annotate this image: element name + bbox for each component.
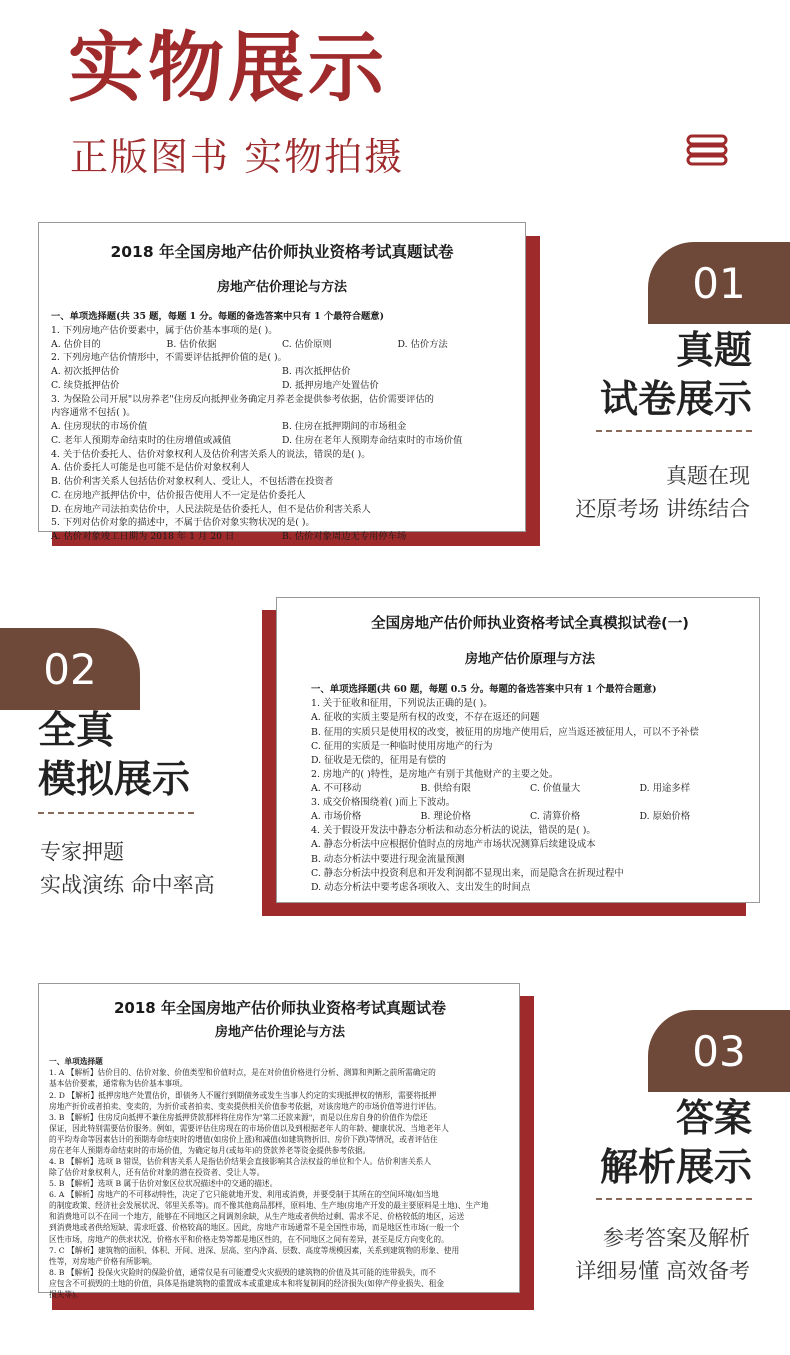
doc1-q1-options — [51, 338, 513, 352]
option: A. 估价对象竣工日期为 2018 年 1 月 20 日 — [51, 531, 235, 543]
divider — [38, 812, 194, 814]
answer-line: 6. A 【解析】房地产的不可移动特性，决定了它只能就地开发、利用或消费，并要受制于其所在的空间环境(如当地 — [49, 1190, 439, 1200]
doc3-title: 2018 年全国房地产估价师执业资格考试真题试卷 — [114, 999, 446, 1017]
option: D. 用途多样 — [639, 783, 691, 795]
option: A. 估价委托人可能是也可能不是估价对象权利人 — [51, 462, 250, 474]
option: B. 征用的实质只是使用权的改变，被征用的房地产使用后，应当返还被征用人，可以不予补偿 — [311, 726, 699, 738]
option: B. 住房在抵押期间的市场租金 — [282, 421, 407, 433]
section-description — [575, 460, 750, 525]
option: C. 在房地产抵押估价中，估价报告使用人不一定是估价委托人 — [51, 489, 306, 501]
doc2-question-4: 4. 关于假设开发法中静态分析法和动态分析法的说法，错误的是( )。 — [311, 825, 596, 837]
answer-line: 应包含不可损毁的土地的价值，具体是指建筑物的重置成本或重建成本和将复制间的经济损失(如停产停业损失、租金 — [49, 1278, 445, 1288]
option: C. 续贷抵押估价 — [51, 379, 120, 391]
answer-line: 性等，对房地产价格有所影响。 — [49, 1256, 157, 1266]
option: D. 征收是无偿的，征用是有偿的 — [311, 754, 447, 766]
option: C. 价值量大 — [530, 783, 581, 795]
doc1-subtitle: 房地产估价理论与方法 — [216, 279, 347, 295]
answer-line: 7. C 【解析】建筑物的面积、体积、开间、进深、层高、室内净高、层数、高度等规模因素，关系到建筑物的形象、使用 — [49, 1245, 460, 1255]
doc1-question-3-cont: 内容通常不包括( )。 — [51, 407, 136, 419]
option: A. 初次抵押估价 — [51, 366, 120, 378]
section-title — [600, 1094, 752, 1193]
option: A. 住房现状的市场价值 — [51, 421, 148, 433]
section-title-line: 试卷展示 — [599, 377, 752, 422]
doc1-question-3: 3. 为保险公司开展"以房养老"住房反向抵押业务确定月养老金提供参考依据，估价需要评估的 — [51, 393, 434, 405]
option: A. 征收的实质主要是所有权的改变，不存在返还的问题 — [311, 712, 540, 724]
doc1-q3-options — [51, 420, 513, 448]
option: B. 估价利害关系人包括估价对象权利人、受让人，不包括潜在投资者 — [51, 476, 334, 488]
doc1-question-4: 4. 关于估价委托人、估价对象权利人及估价利害关系人的说法，错误的是( )。 — [51, 448, 371, 460]
option: D. 住房在老年人预期寿命结束时的市场价值 — [282, 434, 463, 446]
answer-line: 房地产折价或者拍卖、变卖的，为折价或者拍卖、变卖提供相关价值参考依据，对该房地产的市场价值等进行评估。 — [49, 1101, 442, 1111]
option: B. 动态分析法中要进行现金流量预测 — [311, 853, 465, 865]
option: B. 供给有限 — [420, 783, 471, 795]
option: B. 估价依据 — [166, 338, 217, 350]
answer-line: 基本估价要素，通常称为估价基本事项。 — [49, 1079, 188, 1089]
option: A. 估价目的 — [51, 338, 101, 350]
doc2-title: 全国房地产估价师执业资格考试全真模拟试卷(一) — [371, 616, 689, 632]
section-title-line: 真题 — [675, 328, 752, 372]
answer-line: 的制度政策、经济社会发展状况、邻里关系等)。而不像其他商品那样，原料地、生产地(房地产开发的最主要原料是土地)、生产地 — [49, 1201, 489, 1211]
section-number-badge: 02 — [0, 628, 140, 710]
doc2-q3-options — [311, 810, 749, 824]
page-title: 实物展示 — [68, 23, 388, 112]
section-title — [38, 706, 190, 805]
doc1-question-2: 2. 下列房地产估价情形中，不需要评估抵押价值的是( )。 — [51, 352, 287, 364]
section-description-line: 详细易懂 高效备考 — [575, 1258, 750, 1283]
doc3-section-heading: 一、单项选择题 — [49, 1057, 103, 1067]
option: A. 静态分析法中应根据价值时点的房地产市场状况测算后续建设成本 — [311, 839, 596, 851]
answer-line: 和消费地可以不在同一个地方，能够在不同地区之间调剂余缺，从生产地或者供给过剩、需求不足、价格较低的地区，运送 — [49, 1212, 465, 1222]
doc1-title: 2018 年全国房地产估价师执业资格考试真题试卷 — [110, 243, 454, 261]
option: C. 老年人预期寿命结束时的住房增值或减值 — [51, 434, 232, 446]
answer-line: 保证，因此特别需要估价服务。例如，需要评估住房现在的市场价值以及到根据老年人的年龄、健康状况、当地老年人 — [49, 1123, 449, 1133]
option: B. 再次抵押估价 — [282, 366, 351, 378]
section-description — [575, 1222, 750, 1287]
doc2-question-2: 2. 房地产的( )特性，是房地产有别于其他财产的主要之处。 — [311, 768, 559, 780]
answer-line: 5. B 【解析】选项 B 属于估价对象区位状况描述中的交通的描述。 — [49, 1179, 278, 1189]
doc1-paper — [38, 222, 526, 543]
doc3-paper — [38, 983, 520, 1299]
answer-line: 3. B 【解析】住房反向抵押不兼住房抵押贷款那样将住房作为"第二还款来源"，而是以住房自身的价值作为偿还 — [49, 1112, 428, 1122]
option: C. 静态分析法中投资利息和开发利润都不显现出来，而是隐含在折现过程中 — [311, 867, 624, 879]
book-stack-icon — [686, 128, 730, 172]
section-description-line: 真题在现 — [666, 464, 750, 488]
answer-line: 2. D 【解析】抵押房地产处置估价，即债务人不履行到期债务或发生当事人约定的实现抵押权的情形，需要将抵押 — [49, 1090, 437, 1100]
option: C. 清算价格 — [530, 811, 581, 823]
doc2-question-3: 3. 成交价格围绕着( )而上下波动。 — [311, 797, 456, 809]
section-title-line: 模拟展示 — [38, 757, 191, 802]
answer-line: 损失等)。 — [49, 1289, 83, 1299]
answer-line: 1. A 【解析】估价目的、估价对象、价值类型和价值时点，是在对价值价格进行分析、测算和判断之前所需确定的 — [49, 1068, 436, 1078]
answer-line: 的平均寿命等因素估计的预期寿命结束时的增值(如房价上涨)和减值(如建筑物折旧、房价下跌)等情况，或者评估住 — [49, 1134, 438, 1144]
option: D. 抵押房地产处置估价 — [282, 379, 379, 391]
section-description-line: 专家押题 — [40, 840, 124, 864]
section-description-line: 还原考场 讲练结合 — [575, 496, 750, 521]
option: D. 动态分析法中要考虑各项收入、支出发生的时间点 — [311, 881, 531, 893]
answer-line: 到消费地或者供给短缺、需求旺盛、价格较高的地区。因此，房地产市场通常不是全国性市场，而是地区性市场(一般一个 — [49, 1223, 460, 1233]
option: A. 不可移动 — [311, 783, 362, 795]
answer-line: 4. B 【解析】选项 B 错误，估价利害关系人是指估价结果会直接影响其合法权益的单位和个人。估价利害关系人 — [49, 1157, 432, 1167]
option: D. 在房地产司法拍卖估价中，人民法院是估价委托人，但不是估价利害关系人 — [51, 503, 371, 515]
doc2-q2-options — [311, 782, 749, 796]
section-number-badge: 03 — [648, 1010, 790, 1092]
section-title-line: 解析展示 — [599, 1145, 752, 1190]
doc1-q5-options — [51, 530, 513, 544]
doc2-question-1: 1. 关于征收和征用，下列说法正确的是( )。 — [311, 698, 493, 710]
answer-line: 房在老年人预期寿命结束时的市场价值，为确定每月(或每年)的贷款养老等资金提供参考依据。 — [49, 1145, 371, 1155]
section-description-line: 参考答案及解析 — [603, 1226, 750, 1250]
answer-line: 8. B 【解析】投保火灾险时的保险价值，通常仅是有可能遭受火灾损毁的建筑物的价值及其可能的连带损失，而不 — [49, 1267, 436, 1277]
section-title — [600, 326, 752, 425]
answer-line: 区性市场，房地产的供求状况、价格水平和价格走势等都是地区性的，在不同地区之间有差异，甚至是反方向变化的。 — [49, 1234, 449, 1244]
section-title-line: 答案 — [675, 1096, 752, 1140]
doc2-paper — [276, 597, 760, 903]
doc2-section-heading: 一、单项选择题(共 60 题，每题 0.5 分。每题的备选答案中只有 1 个最符合题意) — [311, 684, 657, 696]
option: B. 估价对象周边无专用停车场 — [282, 531, 407, 543]
divider — [596, 1198, 752, 1200]
option: A. 市场价格 — [311, 811, 362, 823]
doc1-q2-options — [51, 365, 513, 393]
section-description — [40, 836, 215, 901]
page-subtitle: 正版图书 实物拍摄 — [70, 135, 405, 179]
divider — [596, 430, 752, 432]
option: C. 估价原则 — [282, 338, 332, 350]
doc1-question-5: 5. 下列对估价对象的描述中，不属于估价对象实物状况的是( )。 — [51, 517, 315, 529]
option: D. 估价方法 — [397, 338, 448, 350]
section-title-line: 全真 — [38, 708, 115, 752]
doc2-subtitle: 房地产估价原理与方法 — [464, 651, 595, 667]
option: C. 征用的实质是一种临时使用房地产的行为 — [311, 740, 493, 752]
section-description-line: 实战演练 命中率高 — [40, 872, 215, 897]
option: D. 原始价格 — [639, 811, 691, 823]
doc1-question-1: 1. 下列房地产估价要素中，属于估价基本事项的是( )。 — [51, 324, 278, 336]
option: B. 理论价格 — [420, 811, 471, 823]
answer-line: 除了估价对象权利人，还有估价对象的潜在投资者、受让人等。 — [49, 1168, 265, 1178]
doc3-subtitle: 房地产估价理论与方法 — [214, 1024, 345, 1040]
section-number-badge: 01 — [648, 242, 790, 324]
doc1-section-heading: 一、单项选择题(共 35 题，每题 1 分。每题的备选答案中只有 1 个最符合题意) — [51, 311, 384, 323]
